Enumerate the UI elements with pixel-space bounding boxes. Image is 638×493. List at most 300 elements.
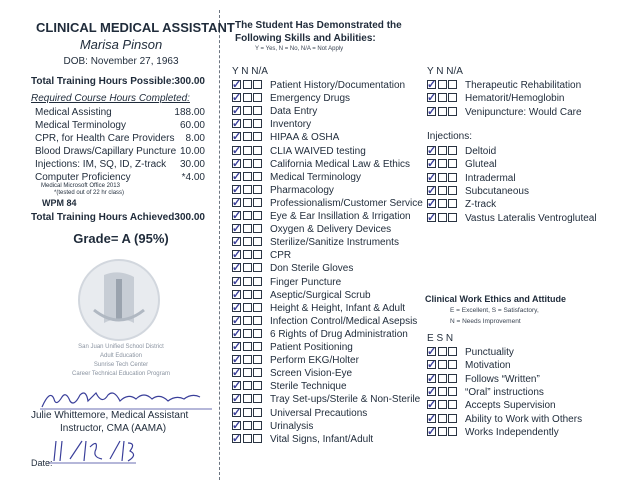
ethics-item: [427, 413, 582, 426]
skill-item-label: Vital Signs, Infant/Adult: [270, 433, 374, 445]
skill-item: [232, 105, 317, 118]
checkbox-group: [427, 185, 465, 195]
ethics-heading: Clinical Work Ethics and Attitude: [425, 294, 567, 304]
checkbox-group: [232, 171, 270, 181]
checkbox-checked[interactable]: [427, 92, 437, 105]
checkbox-empty[interactable]: [243, 394, 252, 403]
check-mark-icon: ✓: [427, 158, 437, 171]
checkbox-checked[interactable]: [427, 173, 436, 182]
checkbox-empty[interactable]: [253, 421, 262, 430]
skill-item-label: Inventory: [270, 119, 312, 131]
checkbox-checked[interactable]: [232, 118, 242, 131]
skill-item: [232, 420, 313, 433]
checkbox-checked[interactable]: [427, 198, 437, 211]
checkbox-empty[interactable]: [243, 434, 252, 443]
injection-item-label: Intradermal: [465, 172, 516, 184]
skill-item: [232, 158, 410, 171]
checkbox-empty[interactable]: [438, 414, 447, 423]
checkbox-checked[interactable]: [232, 393, 242, 406]
checkbox-checked[interactable]: [232, 277, 241, 286]
check-mark-icon: ✓: [232, 275, 242, 288]
checkbox-empty[interactable]: [253, 408, 262, 417]
course-label: Medical Terminology: [35, 120, 126, 131]
course-label: Medical Assisting: [35, 107, 112, 118]
skill-item: [232, 131, 339, 144]
ethics-item-label: Accepts Supervision: [465, 400, 556, 412]
checkbox-empty[interactable]: [448, 107, 457, 116]
checkbox-group: [427, 158, 465, 171]
checkbox-empty[interactable]: [438, 360, 447, 369]
total-hours-achieved-row: [31, 212, 205, 226]
course-hours: 188.00: [174, 107, 205, 118]
course-row: [31, 107, 205, 121]
checkbox-group: [427, 212, 465, 222]
check-mark-icon: ✓: [232, 170, 242, 183]
checkbox-empty[interactable]: [253, 434, 262, 443]
grade: Grade= A (95%): [73, 231, 169, 246]
checkbox-empty[interactable]: [438, 146, 447, 155]
checkbox-empty[interactable]: [243, 146, 252, 155]
skill-item: [232, 118, 311, 131]
checkbox-group: [427, 198, 465, 211]
check-mark-icon: ✓: [232, 196, 242, 209]
skill-item-label: CPR: [270, 250, 292, 262]
checkbox-empty[interactable]: [243, 277, 252, 286]
check-mark-icon: ✓: [232, 288, 242, 301]
checkbox-checked[interactable]: [232, 434, 241, 443]
course-label: Injections: IM, SQ, ID, Z-track: [35, 159, 167, 170]
checkbox-group: [232, 236, 270, 249]
checkbox-empty[interactable]: [448, 374, 457, 383]
checkbox-empty[interactable]: [253, 303, 262, 312]
school-seal-logo: [74, 255, 164, 345]
skill-item-label: Emergency Drugs: [270, 93, 351, 105]
checkbox-empty[interactable]: [253, 355, 262, 364]
instructor-signature: [36, 387, 216, 411]
checkbox-group: [232, 328, 270, 338]
checkbox-empty[interactable]: [448, 93, 457, 102]
checkbox-group: [232, 223, 270, 236]
skill-item-label: Eye & Ear Insillation & Irrigation: [270, 211, 411, 222]
checkbox-empty[interactable]: [438, 374, 447, 383]
checkbox-checked[interactable]: [232, 185, 241, 194]
checkbox-checked[interactable]: [232, 211, 241, 220]
checkbox-empty[interactable]: [243, 368, 252, 377]
checkbox-empty[interactable]: [243, 408, 252, 417]
injection-item-label: Gluteal: [465, 159, 497, 171]
check-mark-icon: ✓: [232, 183, 242, 196]
checkbox-group: [427, 426, 465, 436]
skill-item: [232, 79, 405, 92]
checkbox-empty[interactable]: [448, 427, 457, 436]
skill-item-label: California Medical Law & Ethics: [270, 158, 411, 170]
checkbox-checked[interactable]: [427, 107, 436, 116]
check-mark-icon: ✓: [232, 341, 242, 353]
checkbox-checked[interactable]: [232, 354, 242, 367]
checkbox-empty[interactable]: [253, 106, 262, 115]
ethics-item: [427, 359, 511, 372]
ethics-item-label: Follows “Written”: [465, 373, 540, 385]
checkbox-empty[interactable]: [438, 347, 447, 356]
checkbox-empty[interactable]: [253, 93, 262, 102]
checkbox-empty[interactable]: [243, 237, 252, 246]
checkbox-empty[interactable]: [448, 80, 457, 89]
checkbox-empty[interactable]: [243, 198, 252, 207]
skill-item: [232, 433, 373, 446]
skill-item-label: Universal Precautions: [270, 407, 368, 419]
checkbox-group: [427, 399, 465, 412]
check-mark-icon: ✓: [427, 211, 437, 224]
checkbox-checked[interactable]: [232, 80, 241, 89]
checkbox-checked[interactable]: [427, 80, 436, 89]
skill-item-label: Finger Puncture: [270, 276, 342, 288]
checkbox-empty[interactable]: [438, 93, 447, 102]
check-mark-icon: ✓: [232, 314, 242, 327]
checkbox-checked[interactable]: [232, 198, 241, 207]
checkbox-empty[interactable]: [243, 329, 252, 338]
check-mark-icon: ✓: [232, 419, 242, 432]
checkbox-empty[interactable]: [243, 224, 252, 233]
checkbox-empty[interactable]: [438, 427, 447, 436]
check-mark-icon: ✓: [427, 105, 437, 118]
skill-item: [232, 367, 352, 380]
checkbox-checked[interactable]: [427, 347, 436, 356]
check-mark-icon: ✓: [232, 79, 242, 91]
checkbox-checked[interactable]: [232, 249, 242, 262]
injection-item: [427, 158, 497, 171]
checkbox-empty[interactable]: [243, 342, 252, 351]
checkbox-empty[interactable]: [448, 173, 457, 182]
course-hours: 10.00: [179, 146, 205, 157]
injection-item: [427, 198, 496, 211]
checkbox-group: [232, 315, 270, 325]
checkbox-empty[interactable]: [253, 224, 262, 233]
checkbox-empty[interactable]: [448, 360, 457, 369]
checkbox-checked[interactable]: [232, 380, 242, 393]
skill-item-label: Professionalism/Customer Service: [270, 197, 423, 209]
checkbox-group: [232, 210, 270, 220]
skill-item-label: 6 Rights of Drug Administration: [270, 328, 408, 340]
checkbox-checked[interactable]: [232, 172, 241, 181]
checkbox-empty[interactable]: [448, 213, 457, 222]
checkbox-group: [232, 393, 270, 406]
checkbox-checked[interactable]: [427, 399, 437, 412]
checkbox-group: [427, 386, 465, 396]
checkbox-checked[interactable]: [427, 146, 436, 155]
skill-item: [232, 315, 417, 328]
check-mark-icon: ✓: [427, 92, 437, 105]
checkbox-empty[interactable]: [438, 199, 447, 208]
check-mark-icon: ✓: [232, 157, 242, 170]
ethics-column-header: E S N: [427, 333, 454, 344]
skill-item-label: Sterile Technique: [270, 381, 347, 393]
course-hours: *4.00: [181, 172, 205, 183]
checkbox-empty[interactable]: [243, 355, 252, 364]
checkbox-empty[interactable]: [253, 185, 262, 194]
course-hours: 30.00: [179, 159, 205, 170]
check-mark-icon: ✓: [232, 236, 242, 249]
checkbox-checked[interactable]: [427, 158, 437, 171]
checkbox-checked[interactable]: [427, 359, 437, 372]
checkbox-empty[interactable]: [243, 93, 252, 102]
checkbox-empty[interactable]: [253, 211, 262, 220]
checkbox-group: [232, 158, 270, 168]
instructor-title: Instructor, CMA (AAMA): [60, 423, 167, 434]
skill-item-label: Screen Vision-Eye: [270, 368, 353, 380]
date-of-birth: DOB: November 27, 1963: [63, 56, 179, 67]
total-hours-possible-label: Total Training Hours Possible:: [31, 76, 175, 87]
checkbox-empty[interactable]: [243, 119, 252, 128]
checkbox-empty[interactable]: [448, 387, 457, 396]
injection-item-label: Subcutaneous: [465, 185, 529, 197]
checkbox-empty[interactable]: [253, 80, 262, 89]
skill-item: [232, 328, 408, 341]
checkbox-empty[interactable]: [243, 303, 252, 312]
checkbox-checked[interactable]: [232, 92, 242, 105]
checkbox-checked[interactable]: [232, 262, 242, 275]
skill-item-label: Urinalysis: [270, 420, 314, 432]
checkbox-empty[interactable]: [243, 290, 252, 299]
checkbox-checked[interactable]: [232, 236, 242, 249]
checkbox-checked[interactable]: [232, 146, 241, 155]
checkbox-empty[interactable]: [253, 277, 262, 286]
ethics-item: [427, 346, 514, 359]
check-mark-icon: ✓: [232, 92, 242, 105]
check-mark-icon: ✓: [427, 171, 437, 184]
injection-item-label: Deltoid: [465, 146, 497, 157]
skill-item: [232, 262, 353, 275]
checkbox-group: [232, 276, 270, 286]
checkbox-empty[interactable]: [253, 394, 262, 403]
skill-item: [232, 171, 361, 184]
ethics-item-label: Motivation: [465, 360, 511, 372]
checkbox-checked[interactable]: [232, 223, 242, 236]
check-mark-icon: ✓: [427, 399, 437, 412]
checkbox-checked[interactable]: [232, 105, 242, 118]
checkbox-empty[interactable]: [253, 172, 262, 181]
checkbox-checked[interactable]: [232, 290, 241, 299]
right-skill-item: [427, 92, 565, 105]
column-separator: [219, 10, 220, 480]
skill-item-label: Medical Terminology: [270, 171, 361, 183]
checkbox-empty[interactable]: [448, 199, 457, 208]
checkbox-group: [427, 413, 465, 423]
checkbox-group: [232, 341, 270, 351]
checkbox-empty[interactable]: [253, 290, 262, 299]
checkbox-empty[interactable]: [448, 186, 457, 195]
checkbox-empty[interactable]: [448, 146, 457, 155]
checkbox-empty[interactable]: [253, 263, 262, 272]
checkbox-empty[interactable]: [438, 213, 447, 222]
check-mark-icon: ✓: [232, 406, 242, 419]
checkbox-empty[interactable]: [243, 211, 252, 220]
skill-item-label: Patient History/Documentation: [270, 80, 406, 91]
checkbox-group: [232, 79, 270, 89]
check-mark-icon: ✓: [232, 210, 242, 222]
skill-item: [232, 302, 405, 315]
skill-item-label: Patient Positioning: [270, 342, 353, 353]
office-note: Medical Microsoft Office 2013: [41, 183, 120, 189]
checkbox-empty[interactable]: [253, 368, 262, 377]
checkbox-empty[interactable]: [253, 198, 262, 207]
office-note-2: *(tested out of 22 hr class): [54, 190, 125, 196]
checkbox-group: [427, 373, 465, 383]
checkbox-empty[interactable]: [253, 329, 262, 338]
checkbox-empty[interactable]: [243, 250, 252, 259]
required-hours-heading: Required Course Hours Completed:: [31, 93, 190, 104]
checkbox-empty[interactable]: [438, 173, 447, 182]
skill-item: [232, 223, 391, 236]
ethics-key-line-1: E = Excellent, S = Satisfactory,: [450, 307, 539, 314]
checkbox-empty[interactable]: [253, 250, 262, 259]
checkbox-checked[interactable]: [232, 342, 241, 351]
student-name: Marisa Pinson: [79, 37, 163, 52]
checkbox-empty[interactable]: [438, 387, 447, 396]
checkbox-group: [232, 367, 270, 380]
checkbox-checked[interactable]: [427, 213, 436, 222]
check-mark-icon: ✓: [232, 301, 242, 314]
checkbox-empty[interactable]: [253, 146, 262, 155]
injection-item: [427, 185, 529, 198]
checkbox-empty[interactable]: [438, 159, 447, 168]
instructor-name: Julie Whittemore, Medical Assistant: [31, 410, 189, 421]
checkbox-empty[interactable]: [243, 185, 252, 194]
checkbox-empty[interactable]: [253, 316, 262, 325]
course-row: [31, 146, 205, 160]
checkbox-checked[interactable]: [232, 303, 241, 312]
check-mark-icon: ✓: [427, 145, 437, 157]
skill-item: [232, 380, 347, 393]
checkbox-empty[interactable]: [253, 119, 262, 128]
right-skill-item: [427, 79, 581, 92]
injection-item: [427, 172, 516, 185]
checkbox-checked[interactable]: [427, 374, 436, 383]
ethics-item: [427, 399, 556, 412]
skill-item-label: Sterilize/Sanitize Instruments: [270, 237, 399, 249]
checkbox-empty[interactable]: [438, 400, 447, 409]
checkbox-empty[interactable]: [243, 106, 252, 115]
checkbox-checked[interactable]: [232, 408, 241, 417]
course-label: CPR, for Health Care Providers: [35, 133, 175, 144]
checkbox-empty[interactable]: [243, 159, 252, 168]
skill-item-label: Don Sterile Gloves: [270, 263, 354, 275]
check-mark-icon: ✓: [232, 223, 242, 236]
checkbox-group: [232, 184, 270, 194]
checkbox-group: [232, 354, 270, 367]
skill-item: [232, 184, 334, 197]
checkbox-empty[interactable]: [448, 400, 457, 409]
seal-caption: San Juan Unified School District Adult Education Sunrise Tech Center Career Technical Education Program: [72, 344, 170, 377]
check-mark-icon: ✓: [232, 327, 242, 340]
check-mark-icon: ✓: [427, 184, 437, 197]
skill-item: [232, 289, 371, 302]
wpm-score: WPM 84: [42, 198, 77, 208]
skill-item-label: Pharmacology: [270, 184, 334, 196]
skill-item: [232, 236, 399, 249]
right-skill-item-label: Hematorit/Hemoglobin: [465, 93, 565, 105]
checkbox-empty[interactable]: [243, 381, 252, 390]
checkbox-checked[interactable]: [427, 427, 436, 436]
checkbox-empty[interactable]: [448, 159, 457, 168]
checkbox-group: [427, 346, 465, 356]
injection-item-label: Vastus Lateralis Ventrogluteal: [465, 212, 597, 224]
checkbox-empty[interactable]: [243, 80, 252, 89]
checkbox-checked[interactable]: [232, 421, 241, 430]
checkbox-group: [427, 106, 465, 116]
ethics-item: [427, 386, 544, 399]
ethics-item-label: Works Independently: [465, 426, 559, 438]
checkbox-checked[interactable]: [232, 159, 241, 168]
checkbox-empty[interactable]: [243, 172, 252, 181]
checkbox-empty[interactable]: [243, 421, 252, 430]
course-label: Blood Draws/Capillary Puncture: [35, 146, 177, 157]
skills-heading: The Student Has Demonstrated the Following Skills and Abilities:: [235, 20, 402, 44]
check-mark-icon: ✓: [232, 354, 242, 367]
skill-item: [232, 210, 411, 223]
checkbox-checked[interactable]: [427, 387, 436, 396]
check-mark-icon: ✓: [232, 131, 242, 144]
checkbox-group: [427, 359, 465, 372]
checkbox-empty[interactable]: [448, 414, 457, 423]
checkbox-empty[interactable]: [253, 237, 262, 246]
total-hours-possible-value: 300.00: [174, 76, 205, 87]
course-row: [31, 120, 205, 134]
checkbox-empty[interactable]: [243, 263, 252, 272]
checkbox-empty[interactable]: [438, 107, 447, 116]
checkbox-empty[interactable]: [243, 316, 252, 325]
right-skills-column-header: Y N N/A: [427, 66, 463, 77]
checkbox-group: [232, 197, 270, 207]
checkbox-checked[interactable]: [427, 414, 436, 423]
checkbox-group: [427, 92, 465, 105]
checkbox-empty[interactable]: [253, 159, 262, 168]
checkbox-group: [232, 118, 270, 131]
check-mark-icon: ✓: [427, 198, 437, 211]
skill-item: [232, 341, 353, 354]
skill-item: [232, 249, 291, 262]
checkbox-empty[interactable]: [243, 132, 252, 141]
checkbox-empty[interactable]: [253, 342, 262, 351]
checkbox-checked[interactable]: [232, 131, 242, 144]
ethics-item-label: Punctuality: [465, 347, 514, 358]
checkbox-group: [232, 302, 270, 312]
checkbox-group: [427, 79, 465, 89]
checkbox-empty[interactable]: [438, 80, 447, 89]
check-mark-icon: ✓: [427, 412, 437, 425]
checkbox-checked[interactable]: [232, 367, 242, 380]
checkbox-checked[interactable]: [232, 316, 241, 325]
checkbox-group: [232, 289, 270, 299]
checkbox-empty[interactable]: [438, 186, 447, 195]
course-hours: 60.00: [179, 120, 205, 131]
checkbox-checked[interactable]: [427, 186, 436, 195]
skill-item-label: CLIA WAIVED testing: [270, 145, 366, 157]
skill-item-label: Tray Set-ups/Sterile & Non-Sterile: [270, 394, 421, 406]
checkbox-group: [232, 145, 270, 155]
checkbox-empty[interactable]: [253, 381, 262, 390]
checkbox-empty[interactable]: [448, 347, 457, 356]
checkbox-empty[interactable]: [253, 132, 262, 141]
injection-item: [427, 212, 597, 225]
checkbox-checked[interactable]: [232, 329, 241, 338]
check-mark-icon: ✓: [427, 359, 437, 372]
checkbox-group: [232, 420, 270, 430]
check-mark-icon: ✓: [232, 144, 242, 157]
checkbox-group: [427, 172, 465, 182]
ethics-item-label: Ability to Work with Others: [465, 413, 583, 425]
skill-item: [232, 393, 420, 406]
skill-item-label: Oxygen & Delivery Devices: [270, 224, 392, 236]
